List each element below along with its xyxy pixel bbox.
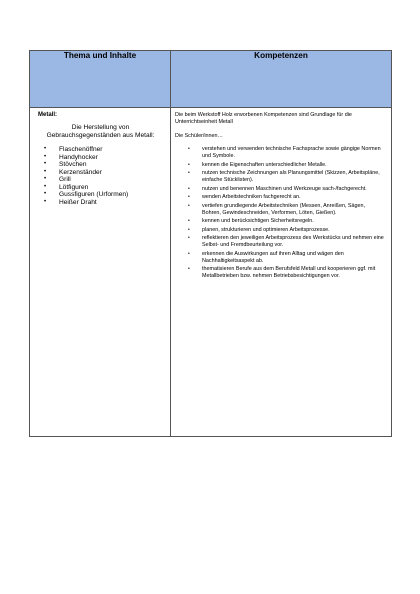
list-item: • Lötfiguren bbox=[44, 183, 89, 191]
header-competencies: Kompetenzen bbox=[171, 51, 392, 108]
header-topics: Thema und Inhalte bbox=[30, 51, 171, 108]
competencies-lead: Die Schüler/innen… bbox=[175, 133, 223, 139]
competencies-cell bbox=[171, 108, 392, 437]
list-item: • reflektieren den jeweiligen Arbeitsprozess des Werkstücks und nehmen eine Selbst- und Fremdbeurteilung vor. bbox=[188, 235, 384, 248]
bullet-icon: • bbox=[44, 183, 47, 190]
bullet-icon: • bbox=[188, 170, 190, 176]
list-item: • verstehen und verwenden technische Fachsprache sowie gängige Normen und Symbole. bbox=[188, 146, 381, 159]
bullet-icon: • bbox=[44, 153, 47, 160]
list-item: • kennen und berücksichtigen Sicherheitsregeln. bbox=[188, 218, 314, 224]
bullet-icon: • bbox=[44, 191, 47, 197]
competencies-list bbox=[175, 146, 385, 280]
topics-intro: Die Herstellung von Gebrauchsgegenständen aus Metall: bbox=[46, 124, 155, 139]
list-item: • vertiefen grundlegende Arbeitstechniken (Messen, Anreißen, Sägen, Bohren, Gewindeschneiden, Verformen, Löten, Gießen). bbox=[188, 202, 366, 216]
list-item: • Heißer Draht bbox=[44, 198, 97, 206]
list-item: • Kerzenständer bbox=[44, 168, 102, 176]
list-item: • erkennen die Auswirkungen auf ihren Alltag und wägen den Nachhaltigkeitsaspekt ab. bbox=[188, 250, 344, 264]
list-item: • wenden Arbeitstechniken fachgerecht an. bbox=[188, 194, 301, 200]
list-item: • Grill bbox=[44, 176, 71, 183]
bullet-icon: • bbox=[188, 161, 190, 168]
bullet-icon: • bbox=[188, 250, 190, 257]
bullet-icon: • bbox=[188, 266, 190, 272]
list-item: • nutzen und benennen Maschinen und Werkzeuge sach-/fachgerecht. bbox=[188, 185, 367, 192]
content-row bbox=[30, 108, 392, 437]
bullet-icon: • bbox=[44, 198, 47, 205]
bullet-icon: • bbox=[188, 235, 190, 241]
header-row bbox=[30, 51, 392, 108]
list-item: • nutzen technische Zeichnungen als Planungsmittel (Skizzen, Arbeitspläne, einfache Stücklisten). bbox=[188, 170, 380, 183]
topics-list bbox=[34, 146, 167, 206]
bullet-icon: • bbox=[44, 176, 47, 182]
bullet-icon: • bbox=[44, 161, 47, 167]
bullet-icon: • bbox=[188, 218, 190, 224]
topics-cell bbox=[30, 108, 171, 437]
list-item: • Flaschenöffner bbox=[44, 146, 103, 153]
bullet-icon: • bbox=[188, 202, 190, 209]
competencies-intro: Die beim Werkstoff Holz erworbenen Kompetenzen sind Grundlage für die Unterrichtseinheit Metall bbox=[175, 112, 352, 125]
bullet-icon: • bbox=[44, 146, 47, 152]
list-item: • thematisieren Berufe aus dem Berufsfeld Metall und kooperieren ggf. mit Metallbetrieben bzw. nehmen Betriebsbesichtigungen vor. bbox=[188, 266, 376, 279]
list-item: • Stövchen bbox=[44, 161, 87, 168]
bullet-icon: • bbox=[44, 168, 47, 175]
subject-label: Metall: bbox=[38, 112, 58, 118]
list-item: • Handyhocker bbox=[44, 153, 98, 161]
bullet-icon: • bbox=[188, 185, 190, 192]
list-item: • planen, strukturieren und optimieren Arbeitsprozesse. bbox=[188, 226, 330, 233]
curriculum-table bbox=[29, 50, 392, 437]
bullet-icon: • bbox=[188, 146, 190, 152]
bullet-icon: • bbox=[188, 226, 190, 233]
list-item: • kennen die Eigenschaften unterschiedlicher Metalle. bbox=[188, 161, 327, 168]
list-item: • Gussfiguren (Urformen) bbox=[44, 191, 129, 198]
bullet-icon: • bbox=[188, 194, 190, 200]
